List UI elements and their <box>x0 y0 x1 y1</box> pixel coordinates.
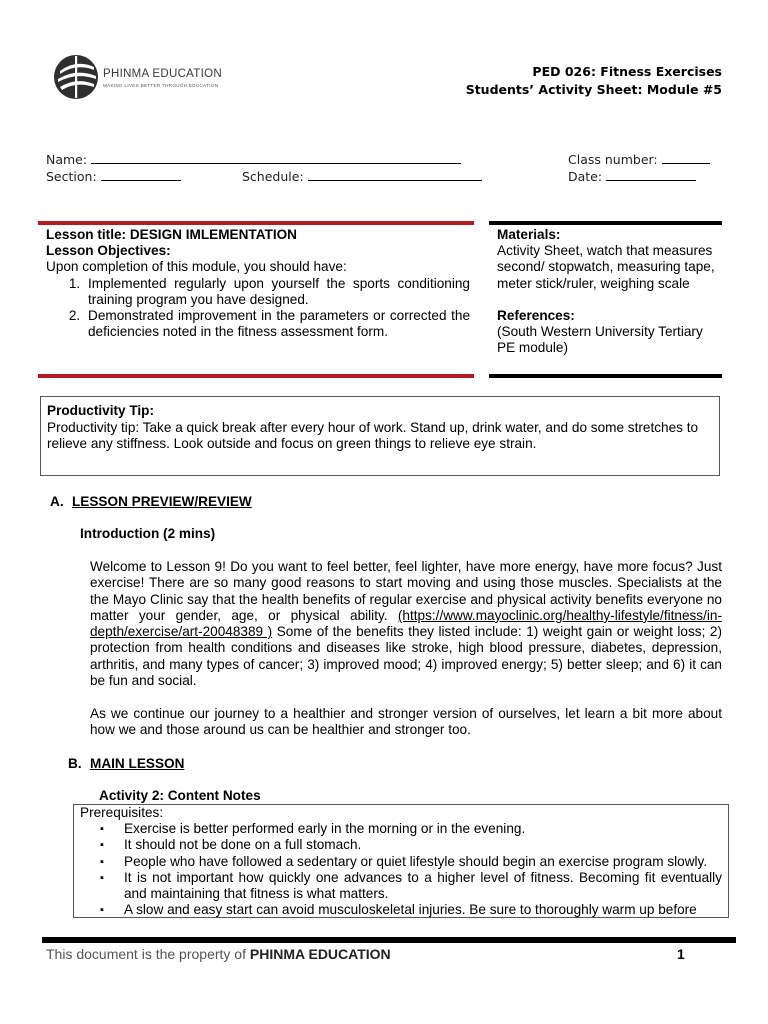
footer-org: PHINMA EDUCATION <box>249 946 391 962</box>
materials-heading: Materials: <box>497 227 561 242</box>
objective-item: 2. Demonstrated improvement in the parameters or corrected the deficiencies noted in the fitness assessment form. <box>84 308 470 340</box>
lesson-bottom-rule <box>38 374 474 378</box>
section-field[interactable] <box>46 168 181 184</box>
org-tagline: MAKING LIVES BETTER THROUGH EDUCATION <box>103 83 219 88</box>
section-b-heading: MAIN LESSON <box>90 756 185 771</box>
org-name: PHINMA EDUCATION <box>103 68 222 80</box>
prerequisites-label: Prerequisites: <box>80 805 164 820</box>
page-number: 1 <box>677 946 685 962</box>
list-item: ▪ People who have followed a sedentary or quiet lifestyle should begin an exercise program slowly. <box>124 854 722 870</box>
materials-info <box>497 227 719 356</box>
date-label: Date: <box>568 169 603 184</box>
intro-paragraph <box>90 559 722 689</box>
schedule-field[interactable] <box>242 168 482 184</box>
activity-heading: Activity 2: Content Notes <box>99 788 261 803</box>
references-heading: References: <box>497 307 575 323</box>
materials-bottom-rule <box>489 374 722 378</box>
list-item: ▪ It should not be done on a full stomach. <box>124 837 722 853</box>
list-item: ▪ It is not important how quickly one advances to a higher level of fitness. Becoming fit eventually and maintaining that fitness is what matters. <box>124 870 722 902</box>
intro-text-end: Some of the benefits they listed include: 1) weight gain or weight loss; 2) protection from health conditions and diseases like stroke, high blood pressure, diabetes, depression, arthritis, and many types of cancer; 3) improved mood; 4) improved energy; 5) better sleep; and 6) it can be fun and social. <box>90 624 722 689</box>
intro-heading: Introduction (2 mins) <box>80 526 216 541</box>
date-field[interactable] <box>568 168 696 184</box>
materials-top-rule <box>489 221 722 225</box>
name-label: Name: <box>46 152 88 167</box>
sheet-title: Students’ Activity Sheet: Module #5 <box>465 82 722 97</box>
name-blank[interactable] <box>91 151 461 164</box>
schedule-blank[interactable] <box>308 168 482 181</box>
content-notes-box <box>73 804 729 918</box>
list-item: ▪ A slow and easy start can avoid musculoskeletal injuries. Be sure to thoroughly warm up before <box>124 902 722 918</box>
productivity-heading: Productivity Tip: <box>47 403 154 418</box>
course-title: PED 026: Fitness Exercises <box>532 64 722 79</box>
footer-property-text: This document is the property of <box>46 946 246 962</box>
lesson-title: Lesson title: DESIGN IMLEMENTATION <box>46 227 297 242</box>
section-b-letter: B. <box>68 756 82 771</box>
class-number-label: Class number: <box>568 152 658 167</box>
prerequisites-list <box>80 821 722 918</box>
intro-paragraph-2: As we continue our journey to a healthier and stronger version of ourselves, let learn a bit more about how we and those around us can be healthier and stronger too. <box>90 706 722 738</box>
lesson-top-rule <box>38 221 474 225</box>
objectives-heading: Lesson Objectives: <box>46 243 171 259</box>
section-blank[interactable] <box>101 168 181 181</box>
class-number-blank[interactable] <box>662 151 710 164</box>
class-number-field[interactable] <box>568 151 710 167</box>
section-a-letter: A. <box>50 494 64 509</box>
footer-text <box>46 946 391 962</box>
objectives-intro: Upon completion of this module, you should have: <box>46 259 347 275</box>
objective-item: 1. Implemented regularly upon yourself the sports conditioning training program you have designed. <box>84 276 470 308</box>
productivity-text: Productivity tip: Take a quick break after every hour of work. Stand up, drink water, and do some stretches to relieve any stiffness. Look outside and focus on green things to relieve eye strain. <box>47 419 699 451</box>
references-text: (South Western University Tertiary PE module) <box>497 324 703 356</box>
intro-text-start: Welcome to Lesson 9! Do you want to feel better, feel lighter, have more energy, have more focus? Just exercise! There are so many good reasons to start moving and using those muscles. Specialists at the the Mayo Clinic say that the health benefits of regular exercise and physical activity benefits everyone no matter your gender, age, or physical ability. <box>90 559 722 623</box>
name-field[interactable] <box>46 151 461 167</box>
footer-rule <box>42 937 736 943</box>
schedule-label: Schedule: <box>242 169 304 184</box>
materials-text: Activity Sheet, watch that measures second/ stopwatch, measuring tape, meter stick/ruler, weighing scale <box>497 243 715 291</box>
objectives-list <box>46 276 470 341</box>
list-item: ▪ Exercise is better performed early in the morning or in the evening. <box>124 821 722 837</box>
section-label: Section: <box>46 169 97 184</box>
mayo-clinic-link[interactable]: (https://www.mayoclinic.org/healthy-lifestyle/fitness/in-depth/exercise/art-20048389 ) <box>90 607 722 640</box>
productivity-tip-box <box>40 396 720 476</box>
section-a-heading: LESSON PREVIEW/REVIEW <box>72 494 252 509</box>
course-header <box>466 63 722 99</box>
date-blank[interactable] <box>606 168 696 181</box>
lesson-info <box>46 227 470 340</box>
